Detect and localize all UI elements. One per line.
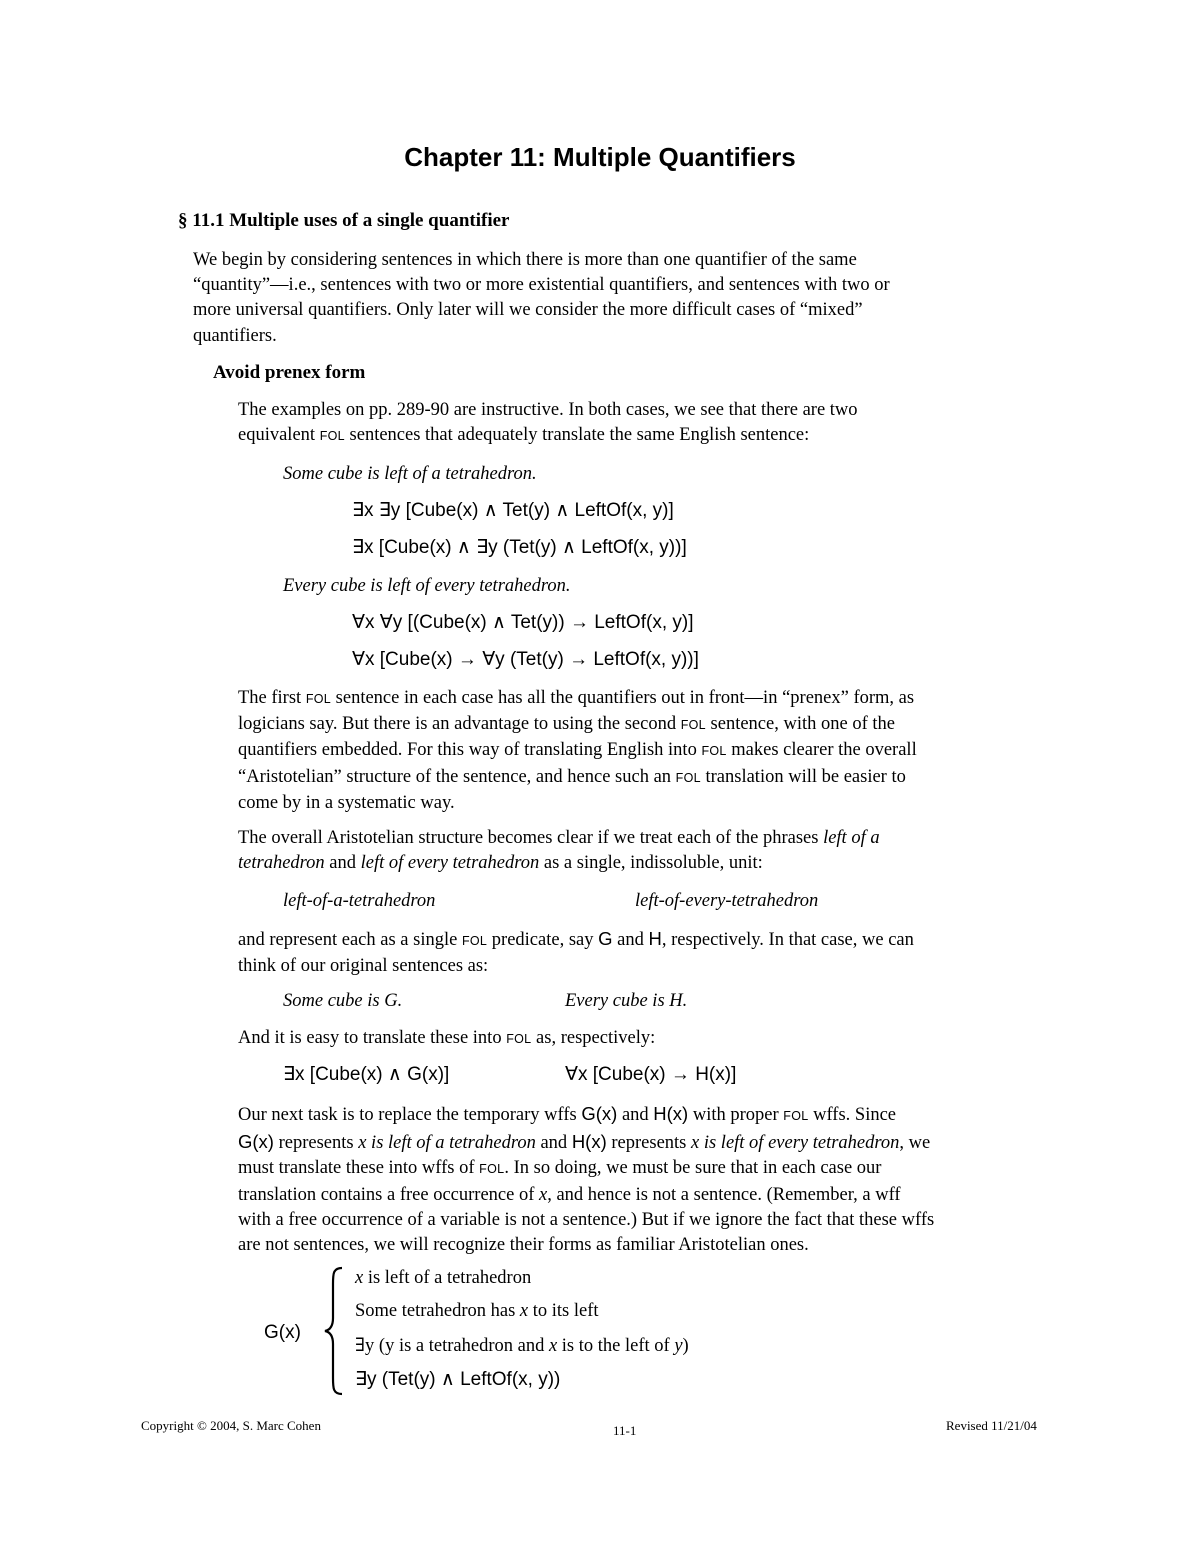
- structure-paragraph: [238, 826, 880, 876]
- example-sentence-1: Some cube is left of a tetrahedron.: [283, 464, 537, 484]
- text-line: The overall Aristotelian structure becomes clear if we treat each of the phrases left of a: [238, 828, 880, 848]
- short-sentence-right: Every cube is H.: [565, 991, 688, 1011]
- represent-paragraph: [238, 926, 914, 979]
- text-line: The examples on pp. 289-90 are instructive. In both cases, we see that there are two: [238, 400, 858, 420]
- brace-label: G(x): [264, 1322, 301, 1343]
- text-line: and represent each as a single FOL predicate, say G and H, respectively. In that case, we can: [238, 928, 914, 950]
- text-line: quantifiers embedded. For this way of translating English into FOL makes clearer the overall: [238, 740, 917, 761]
- text-line: G(x) represents x is left of a tetrahedron and H(x) represents x is left of every tetrahedron, we: [238, 1131, 931, 1154]
- text-line: translation contains a free occurrence of x, and hence is not a sentence. (Remember, a wff: [238, 1184, 901, 1205]
- text-line: “Aristotelian” structure of the sentence, and hence such an FOL translation will be easier to: [238, 766, 906, 787]
- intro-line: more universal quantifiers. Only later will we consider the more difficult cases of “mixed”: [193, 300, 863, 321]
- task-paragraph: [238, 1101, 934, 1258]
- formula-1b: ∃x [Cube(x) ∧ ∃y (Tet(y) ∧ LeftOf(x, y))]: [352, 537, 687, 558]
- section-heading: § 11.1 Multiple uses of a single quantifier: [178, 210, 510, 231]
- text-line: Our next task is to replace the temporary wffs G(x) and H(x) with proper FOL wffs. Since: [238, 1103, 897, 1125]
- brace-row-1: x is left of a tetrahedron: [355, 1268, 532, 1288]
- footer-revised: Revised 11/21/04: [946, 1418, 1037, 1433]
- subheading: Avoid prenex form: [213, 362, 366, 383]
- text-line: must translate these into wffs of FOL. In so doing, we must be sure that in each case our: [238, 1158, 882, 1179]
- text-line: are not sentences, we will recognize their forms as familiar Aristotelian ones.: [238, 1235, 809, 1256]
- footer-copyright: Copyright © 2004, S. Marc Cohen: [141, 1418, 321, 1433]
- text-line: think of our original sentences as:: [238, 956, 489, 977]
- brace-row-3: ∃y (y is a tetrahedron and x is to the left of y): [355, 1336, 689, 1356]
- easy-paragraph: And it is easy to translate these into FOL as, respectively:: [238, 1028, 656, 1048]
- example-sentence-2: Every cube is left of every tetrahedron.: [283, 576, 571, 596]
- text-line: The first FOL sentence in each case has all the quantifiers out in front—in “prenex” form, as: [238, 688, 915, 708]
- formula-2a: ∀x ∀y [(Cube(x) ∧ Tet(y)) → LeftOf(x, y)]: [352, 612, 694, 633]
- unit-left: left-of-a-tetrahedron: [283, 891, 436, 911]
- intro-line: “quantity”—i.e., sentences with two or more existential quantifiers, and sentences with two or: [193, 275, 890, 296]
- footer-page-number: 11-1: [613, 1423, 637, 1438]
- short-formula-left: ∃x [Cube(x) ∧ G(x)]: [283, 1064, 450, 1085]
- intro-line: quantifiers.: [193, 325, 277, 346]
- text-line: with a free occurrence of a variable is not a sentence.) But if we ignore the fact that these wffs: [238, 1209, 935, 1230]
- text-line: tetrahedron and left of every tetrahedron as a single, indissoluble, unit:: [238, 853, 763, 874]
- brace-row-4: ∃y (Tet(y) ∧ LeftOf(x, y)): [355, 1369, 561, 1390]
- chapter-title: Chapter 11: Multiple Quantifiers: [404, 142, 796, 172]
- intro-paragraph: [193, 248, 890, 349]
- short-formula-right: ∀x [Cube(x) → H(x)]: [565, 1064, 737, 1085]
- intro-line: We begin by considering sentences in which there is more than one quantifier of the same: [193, 250, 857, 270]
- prenex-paragraph: [238, 686, 917, 816]
- curly-brace: [322, 1266, 346, 1396]
- formula-2b: ∀x [Cube(x) → ∀y (Tet(y) → LeftOf(x, y))]: [352, 649, 699, 670]
- text-line: logicians say. But there is an advantage to using the second FOL sentence, with one of the: [238, 714, 895, 735]
- short-sentence-left: Some cube is G.: [283, 991, 403, 1011]
- formula-1a: ∃x ∃y [Cube(x) ∧ Tet(y) ∧ LeftOf(x, y)]: [352, 500, 674, 521]
- fol-label: FOL: [319, 429, 345, 444]
- brace-row-2: Some tetrahedron has x to its left: [355, 1301, 599, 1321]
- text-line: come by in a systematic way.: [238, 792, 455, 813]
- unit-right: left-of-every-tetrahedron: [635, 891, 819, 911]
- text-line: equivalent FOL sentences that adequately translate the same English sentence:: [238, 425, 810, 446]
- examples-paragraph: [238, 398, 858, 449]
